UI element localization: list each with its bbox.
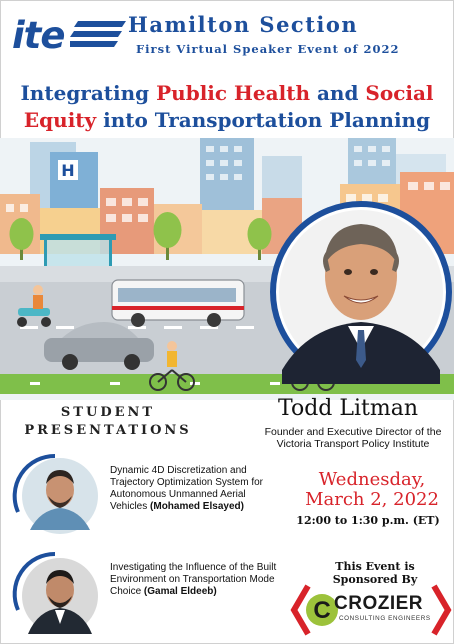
heading-line: STUDENT (60, 405, 156, 420)
ite-logo-text: ite (12, 14, 65, 57)
speaker-photo (268, 200, 454, 384)
presentation-item (0, 548, 280, 640)
ite-logo (12, 14, 124, 58)
ite-stripes-icon (70, 19, 126, 53)
presenter-name: (Mohamed Elsayed) (150, 501, 244, 512)
presentation-title: Investigating the Influence of the Built Environment on Transportation Mode Choice (110, 562, 277, 597)
title-highlight: Equity (23, 108, 97, 132)
event-subtitle: First Virtual Speaker Event of 2022 (136, 42, 400, 56)
presenter-name: (Gamal Eldeeb) (143, 586, 217, 597)
title-highlight: Public Health (156, 81, 310, 105)
sponsor-name: CROZIER (334, 593, 423, 614)
crozier-logo (288, 582, 454, 638)
crozier-c-icon: C (313, 597, 331, 624)
sponsor-line: Sponsored By (332, 573, 418, 586)
presentation-text (110, 562, 280, 598)
heading-line: PRESENTATIONS (24, 423, 192, 438)
presentation-title: Dynamic 4D Discretization and Trajectory Optimization System for Autonomous Unmanned Aerial Vehicles (110, 465, 264, 512)
presenter-photo (10, 550, 100, 640)
title-part: Integrating (20, 81, 157, 105)
sponsor-line: This Event is (335, 560, 415, 573)
speaker-title-line: Founder and Executive Director of the (264, 426, 442, 438)
city-illustration (0, 138, 454, 400)
student-presentations-heading (18, 404, 198, 440)
speaker-name: Todd Litman (277, 396, 418, 421)
event-day: Wednesday, (318, 469, 426, 490)
presentation-text (110, 465, 280, 513)
hospital-sign: H (61, 161, 75, 180)
presentation-item (0, 450, 280, 540)
sponsor-subtitle: CONSULTING ENGINEERS (339, 615, 431, 622)
presenter-photo (10, 452, 100, 538)
event-date-text: March 2, 2022 (305, 489, 439, 510)
event-date (292, 470, 452, 510)
event-time: 12:00 to 1:30 p.m. (ET) (296, 514, 440, 527)
speaker-title (254, 426, 452, 450)
header (0, 0, 454, 74)
title-part: into Transportation Planning (96, 108, 431, 132)
section-title: Hamilton Section (128, 12, 359, 37)
title-highlight: Social (365, 81, 434, 105)
speaker-title-line: Victoria Transport Policy Institute (276, 438, 430, 450)
event-title (0, 80, 454, 134)
title-part: and (309, 81, 366, 105)
